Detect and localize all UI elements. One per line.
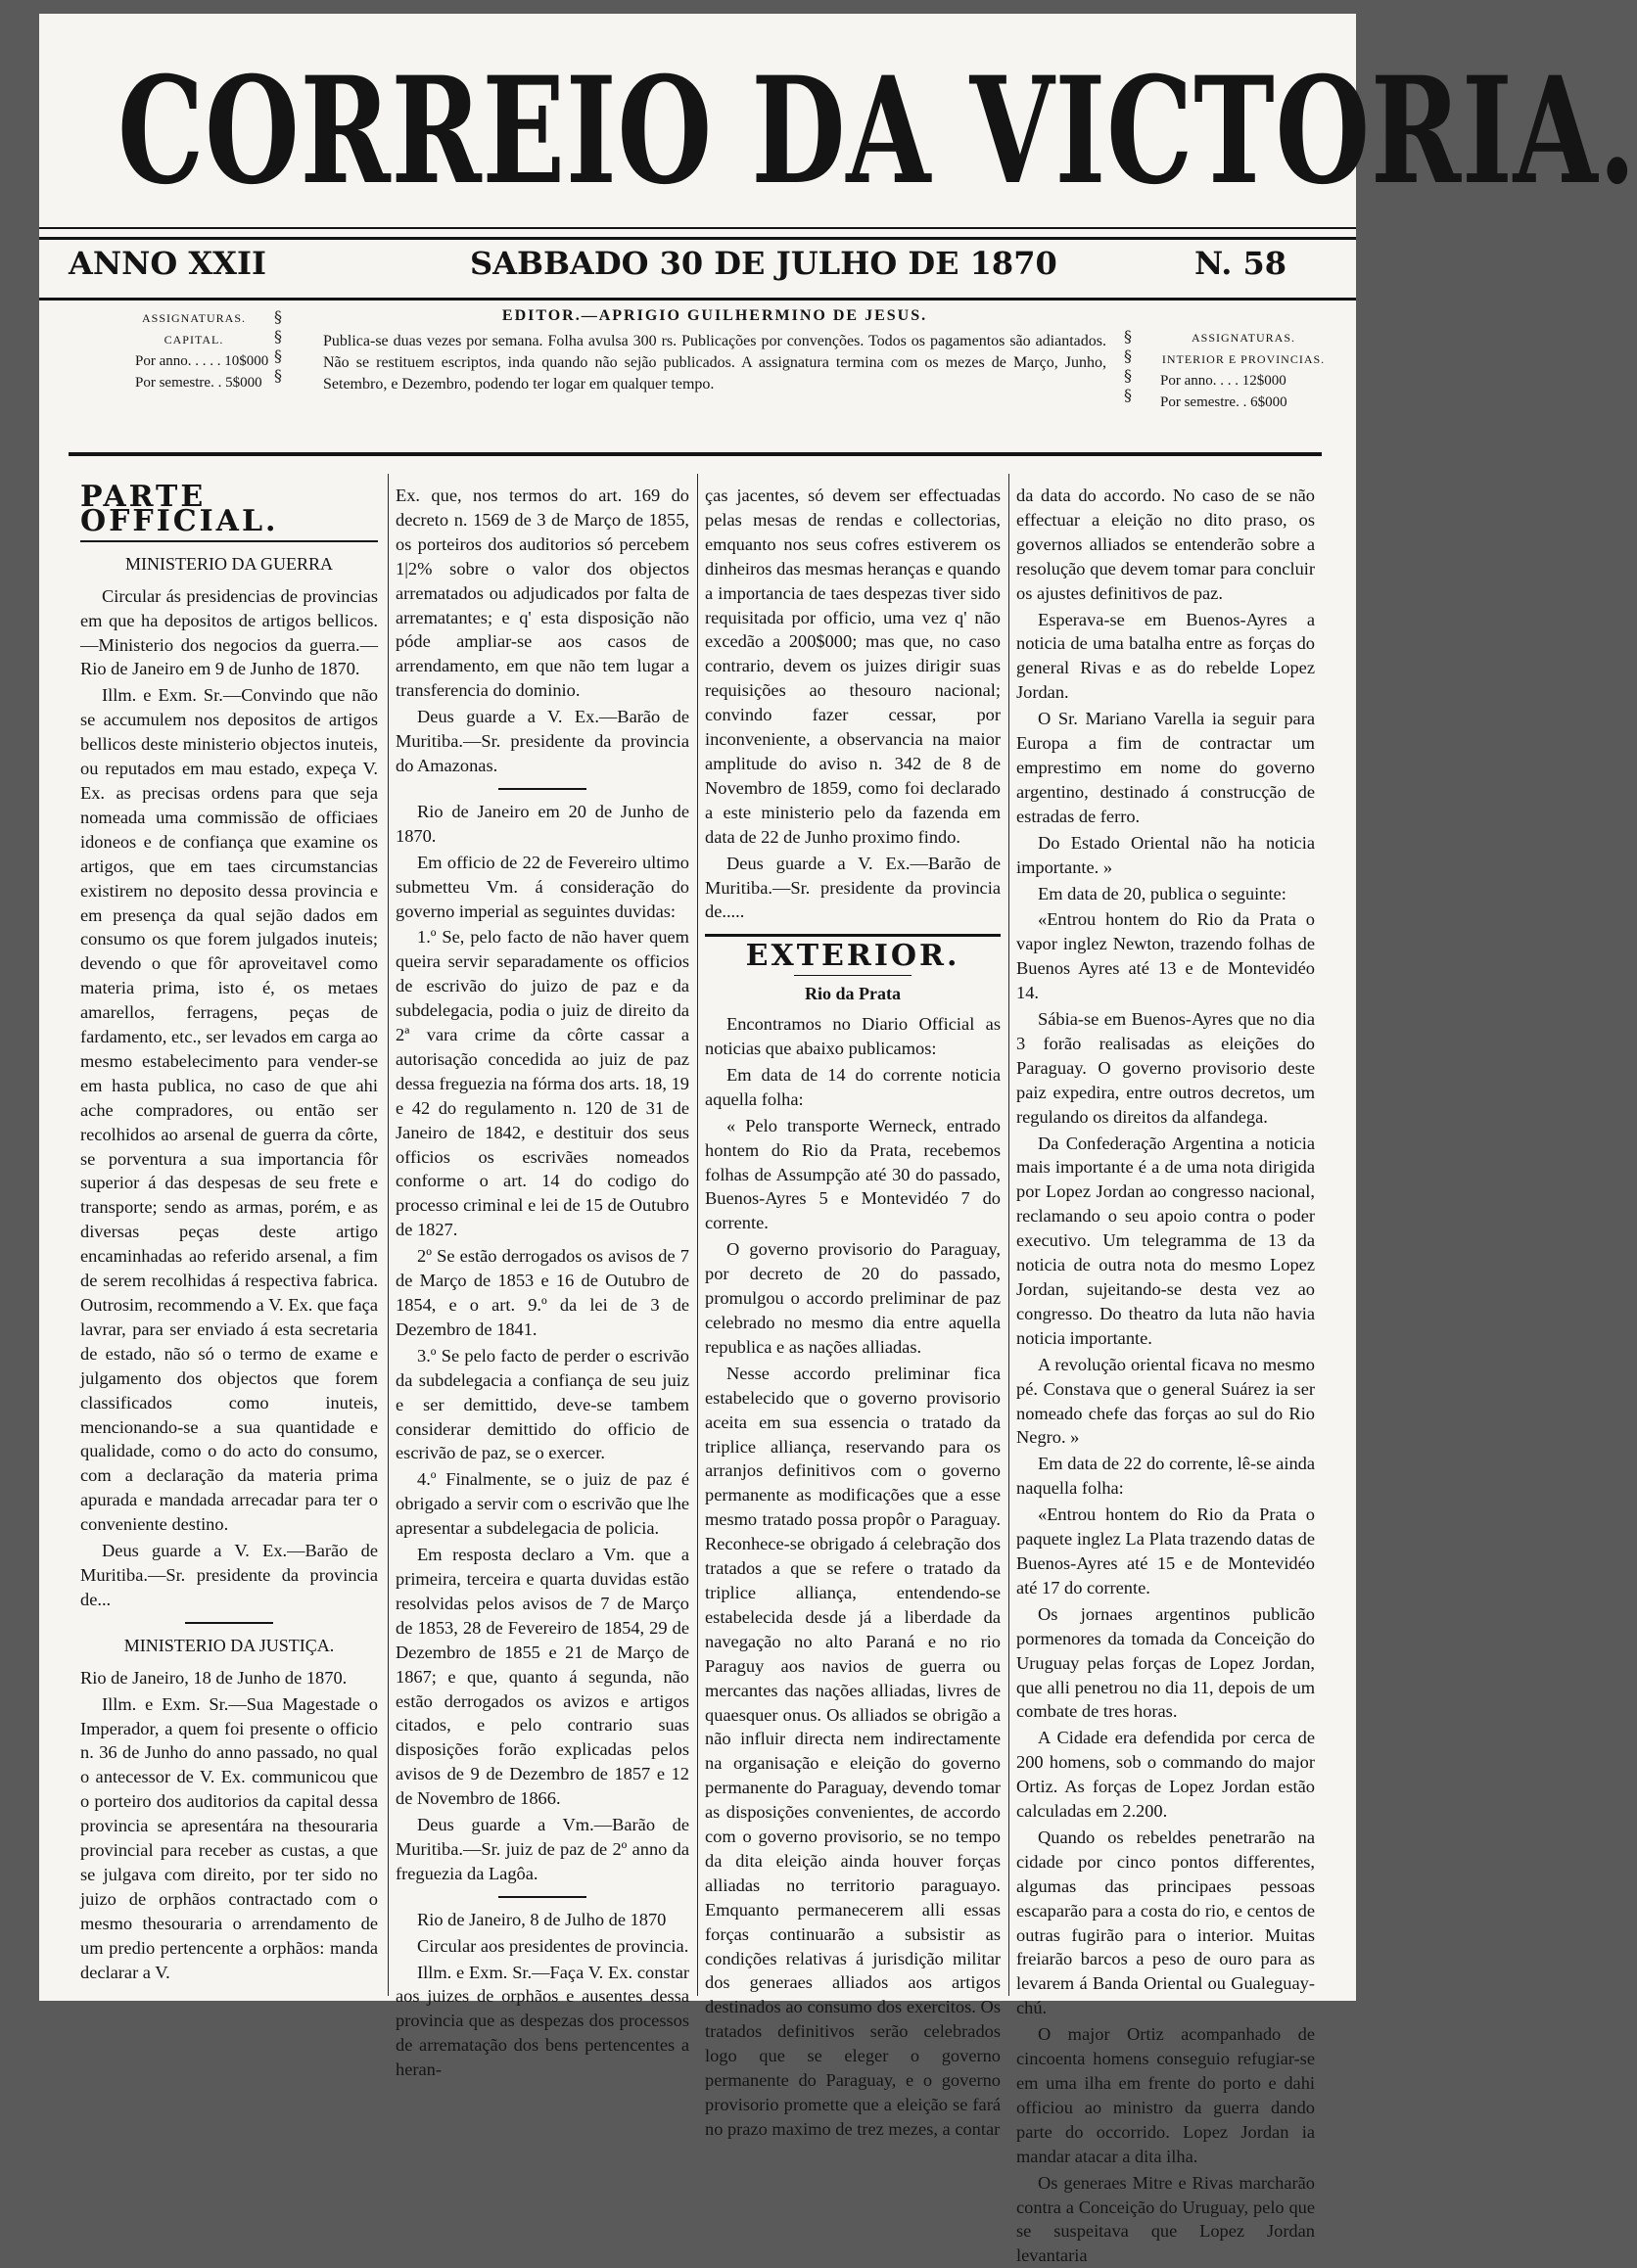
column-rule <box>388 474 389 1996</box>
paragraph: Sábia-se em Buenos-Ayres que no dia 3 forão realisadas as eleições do Paraguay. O governo provisorio deste paiz expedira, entre outros decretos, um regulando os direitos da alfandega. <box>1016 1009 1315 1127</box>
paragraph: Em officio de 22 de Fevereiro ultimo submetteu Vm. á consideração do governo imperial as seguintes duvidas: <box>396 852 689 921</box>
paragraph: Nesse accordo preliminar fica estabelecido que o governo provisorio aceita em sua essencia o tratado da triplice alliança, reservando para os arranjos definitivos com o governo permanente as modificações que a esse mesmo tratado possa propôr o Paraguay. Reconhece-se obrigado á celebração dos tratados a que se refere o tratado da triplice alliança, entendendo-se estabelecida desde já a liberdade da navegação no alto Paraná e no rio Paraguy aos navios de guerra ou mercantes das nações alliadas, livres de quaesquer onus. Os alliados se obrigão a não influir directa nem indirectamente na organisação e eleição do governo permanente do Paraguay, devendo tomar as disposições convenientes, de accordo com o governo provisorio, se no tempo da dita eleição ainda houver forças alliadas no territorio paraguayo. Emquanto permanecerem alli essas forças continuarão a subsistir as condições relativas á jurisdição militar dos generaes alliados aos artigos destinados ao consumo dos exercitos. Os tratados definitivos serão celebrados logo que se eleger o governo permanente do Paraguay, e o governo provisorio promette que a eleição se fará no prazo maximo de trez mezes, a contar <box>705 1363 1001 2139</box>
subscriptions-heading: ASSIGNATURAS. <box>1191 331 1296 345</box>
section-heading: EXTERIOR. <box>745 939 960 974</box>
paragraph: Em resposta declaro a Vm. que a primeira, terceira e quarta duvidas estão resolvidas pelos avisos de 7 de Março de 1853, 28 de Fevereiro de 1854, 29 de Dezembro de 1855 e 21 de Março de 1867; e que, quanto á segunda, não estão derrogados os avizos e artigos citados, e pelo contrario suas disposições forão explicadas pelos avisos de 9 de Dezembro de 1857 e 12 de Novembro de 1866. <box>396 1545 689 1809</box>
paragraph: Esperava-se em Buenos-Ayres a noticia de uma batalha entre as forças do general Rivas e as do rebelde Lopez Jordan. <box>1016 609 1315 703</box>
subscriptions-capital <box>96 307 292 393</box>
paragraph: O governo provisorio do Paraguay, por decreto de 20 do passado, promulgou o accordo preliminar de paz celebrado no mesmo dia entre aquella republica e as nações alliadas. <box>705 1239 1001 1357</box>
sub-heading: Rio da Prata <box>805 984 901 1004</box>
paragraph: «Entrou hontem do Rio da Prata o paquete inglez La Plata trazendo datas de Buenos-Ayres até 15 e de Montevidéo até 17 do corrente. <box>1016 1504 1315 1597</box>
paragraph: Circular aos presidentes de provincia. <box>417 1935 689 1956</box>
paragraph: O major Ortiz acompanhado de cincoenta homens conseguio refugiar-se em uma ilha em frente do porto e dahi officiou ao ministro da guerra dando parte do occorrido. Lopez Jordan ia mandar atacar a dita ilha. <box>1016 2024 1315 2166</box>
paragraph: Em data de 22 do corrente, lê-se ainda naquella folha: <box>1016 1454 1315 1499</box>
anno: ANNO XXII <box>69 245 266 282</box>
column-1 <box>80 480 378 1991</box>
paragraph: Encontramos no Diario Official as noticias que abaixo publicamos: <box>705 1014 1001 1059</box>
column-4 <box>1016 484 1315 2266</box>
price-line: Por semestre. . 5$000 <box>135 375 262 391</box>
ministry-heading: MINISTERIO DA JUSTIÇA. <box>123 1635 335 1655</box>
masthead-title: CORREIO DA VICTORIA. <box>117 45 1637 217</box>
paragraph: A revolução oriental ficava no mesmo pé. Constava que o general Suárez ia ser nomeado chefe das forças ao sul do Rio Negro. » <box>1016 1354 1315 1448</box>
separator <box>498 1896 586 1898</box>
paragraph: Os jornaes argentinos publicão pormenores da tomada da Conceição do Uruguay pelas forças de Lopez Jordan, que alli penetrou no dia 11, depois de um combate de tres horas. <box>1016 1603 1315 1722</box>
masthead-rule-top-thick <box>39 237 1356 240</box>
paragraph: Rio de Janeiro em 20 de Junho de 1870. <box>396 801 689 846</box>
paragraph: ças jacentes, só devem ser effectuadas pelas mesas de rendas e collectorias, emquanto nos seus cofres estiverem os dinheiros das mesmas heranças e quando a importancia de taes despezas tiver sido requisitada por officio, uma vez q' não excedão a 200$000; mas que, no caso contrario, devem os juizes dirigir suas requisições ao thesouro nacional; convindo fazer cessar, por inconveniente, a observancia na maior amplitude do aviso n. 342 de 8 de Novembro de 1859, como foi declarado a este ministerio pelo da fazenda em data de 22 de Junho proximo findo. <box>705 486 1001 847</box>
newspaper-page <box>39 14 1637 2266</box>
paragraph: 1.º Se, pelo facto de não haver quem queira servir separadamente os officios de escrivão do juizo de paz e da subdelegacia, podia o juiz de direito da 2ª vara crime da côrte cassar a autorisação concedida ao juiz de paz dessa freguezia na fórma dos arts. 18, 19 e 42 do regulamento n. 120 de 31 de Janeiro de 1842, e destituir dos seus officios os escrivães nomeados conforme o art. 14 do codigo do processo criminal e lei de 15 de Outubro de 1827. <box>396 927 689 1240</box>
paragraph: « Pelo transporte Werneck, entrado hontem do Rio da Prata, recebemos folhas de Assumpção até 30 do passado, Buenos-Ayres 5 e Montevidéo 7 do corrente. <box>705 1115 1001 1233</box>
price-line: Por anno. . . . . 10$000 <box>135 353 269 369</box>
subscriptions-provinces <box>1141 327 1346 413</box>
paragraph: Deus guarde a V. Ex.—Barão de Muritiba.—Sr. presidente da provincia do Amazonas. <box>396 707 689 775</box>
issue-date: SABBADO 30 DE JULHO DE 1870 <box>470 245 1057 282</box>
paragraph: Em data de 14 do corrente noticia aquella folha: <box>705 1064 1001 1109</box>
paragraph: Deus guarde a V. Ex.—Barão de Muritiba.—Sr. presidente da provincia de..... <box>705 853 1001 922</box>
paragraph: A Cidade era defendida por cerca de 200 homens, sob o commando do major Ortiz. As forças de Lopez Jordan estão calculadas em 2.200. <box>1016 1728 1315 1822</box>
paragraph: Ex. que, nos termos do art. 169 do decreto n. 1569 de 3 de Março de 1855, os porteiros dos auditorios só percebem 1|2% sobre o valor dos objectos arrematados ou adjudicados por falta de arrematantes; e q' esta disposição não póde ampliar-se aos casos de arrendamento, em que não tem lugar a transferencia do dominio. <box>396 486 689 701</box>
paragraph: 3.º Se pelo facto de perder o escrivão da subdelegacia a confiança de seu juiz e ser demittido, deve-se tambem considerar demittido do officio de escrivão de paz, se o exercer. <box>396 1345 689 1463</box>
subscriptions-sub: CAPITAL. <box>164 333 224 347</box>
paragraph: 4.º Finalmente, se o juiz de paz é obrigado a servir com o escrivão que lhe apresentar a subdelegacia de policia. <box>396 1469 689 1539</box>
paragraph: Illm. e Exm. Sr.—Faça V. Ex. constar aos juizes de orphãos e ausentes dessa provincia que as despezas dos processos de arrematação dos bens pertencentes a heran- <box>396 1962 689 2080</box>
separator <box>498 788 586 790</box>
ornament-right: § § § § <box>1124 327 1132 404</box>
price-line: Por anno. . . . 12$000 <box>1160 373 1286 389</box>
subscriptions-heading: ASSIGNATURAS. <box>141 311 247 325</box>
ministry-heading: MINISTERIO DA GUERRA <box>124 553 333 574</box>
paragraph: Deus guarde a Vm.—Barão de Muritiba.—Sr. juiz de paz de 2º anno da freguezia da Lagôa. <box>396 1815 689 1883</box>
paragraph: O Sr. Mariano Varella ia seguir para Europa a fim de contractar um emprestimo em nome do governo argentino, destinado á construcção de estradas de ferro. <box>1016 709 1315 826</box>
column-2 <box>396 484 689 2080</box>
masthead-rule-top <box>39 227 1356 229</box>
paragraph: «Entrou hontem do Rio da Prata o vapor inglez Newton, trazendo folhas de Buenos Ayres até 13 e de Montevidéo 14. <box>1016 909 1315 1003</box>
price-line: Por semestre. . 6$000 <box>1160 394 1287 410</box>
column-rule <box>697 474 698 1996</box>
paragraph: Quando os rebeldes penetrarão na cidade por cinco pontos differentes, algumas das principaes pessoas escaparão para a costa do rio, e centos de outras fugirão para o interior. Muitas freiarão barcos a peso de ouro para as levarem á Banda Oriental ou Gualeguay-chú. <box>1016 1827 1315 2018</box>
ornament-left: § § § § <box>274 307 282 385</box>
header-bottom-rule <box>69 452 1322 456</box>
subscriptions-sub: INTERIOR E PROVINCIAS. <box>1161 352 1326 366</box>
column-rule <box>1008 474 1009 1996</box>
paragraph: Circular ás presidencias de provincias em que ha depositos de artigos bellicos. —Ministerio dos negocios da guerra.—Rio de Janeiro em 9 de Junho de 1870. <box>80 585 378 679</box>
section-heading: PARTE OFFICIAL. <box>80 480 279 538</box>
editor-line: EDITOR.—APRIGIO GUILHERMINO DE JESUS. <box>501 307 928 324</box>
paragraph: Da Confederação Argentina a noticia mais importante é a de uma nota dirigida por Lopez Jordan ao congresso nacional, reclamando o seu apoio contra o poder executivo. Um telegramma de 13 da noticia de outra nota do mesmo Lopez Jordan, sujeitando-se desta vez ao congresso. Do theatro da luta não havia noticia importante. <box>1016 1133 1315 1348</box>
publication-notice: Publica-se duas vezes por semana. Folha avulsa 300 rs. Publicações por convenções. Todos os pagamentos são adiantados. Não se restituem escriptos, inda quando não sejão publicados. A assignatura termina com os mezes de Março, Junho, Setembro, e Dezembro, podendo ter logar em qualquer tempo. <box>323 333 1106 393</box>
dateline <box>39 245 1356 284</box>
paragraph: da data do accordo. No caso de se não effectuar a eleição no dito praso, os governos alliados se entenderão sobre a resolução que devem tomar para concluir os ajustes definitivos de paz. <box>1016 486 1315 603</box>
paragraph: Em data de 20, publica o seguinte: <box>1038 883 1286 903</box>
paragraph: Os generaes Mitre e Rivas marcharão contra a Conceição do Uruguay, pelo que se suspeitava que Lopez Jordan levantaria <box>1016 2172 1315 2266</box>
paragraph: Rio de Janeiro, 8 de Julho de 1870 <box>417 1909 667 1929</box>
issue-number: N. 58 <box>1194 245 1287 282</box>
editor-notice <box>323 305 1106 395</box>
paragraph: Illm. e Exm. Sr.—Sua Magestade o Imperador, a quem foi presente o officio n. 36 de Junho do anno passado, no qual o antecessor de V. Ex. communicou que o porteiro dos auditorios da capital dessa provincia se apresentára na thesouraria provincial para receber as custas, a que se julgava com direito, por ter sido no juizo de orphãos contractado com o mesmo thesouraria o arrendamento de um predio pertencente a orphãos: manda declarar a V. <box>80 1693 378 1982</box>
section-rule <box>80 540 378 542</box>
paragraph: Do Estado Oriental não ha noticia importante. » <box>1016 832 1315 877</box>
dateline-rule <box>39 298 1356 301</box>
section-rule <box>794 975 912 976</box>
paragraph: Illm. e Exm. Sr.—Convindo que não se accumulem nos depositos de artigos bellicos deste ministerio objectos inuteis, ou reputados em mau estado, expeça V. Ex. as precisas ordens para que seja nomeada uma commissão de officiaes idoneos e de confiança que examine os artigos, que em taes circumstancias existirem no deposito dessa provincia e em presença da qual sejão dados em consumo os que forem julgados inuteis; devendo o que fôr aproveitavel como materia prima, isto é, os metaes amarellos, ferragens, peças de fardamento, etc., ser levados em carga ao mesmo estabelecimento para vender-se em hasta publica, no caso de que ahi ache compradores, ou então ser recolhidos ao arsenal de guerra da côrte, se porventura a sua importancia fôr superior á das despesas de seu frete e transporte; sendo as armas, porém, e as diversas peças deste artigo encaminhadas ao referido arsenal, a fim de serem recolhidas á respectiva fabrica. Outrosim, recommendo a V. Ex. que faça lavrar, para ser enviado á esta secretaria de estado, não só o termo de exame e julgamento dos objectos que forem classificados como inuteis, mencionando-se a sua quantidade e qualidade, como o do acto do consumo, com a declaração da materia prima apurada e mandada arrecadar para ter o conveniente destino. <box>80 685 378 1535</box>
separator <box>185 1622 273 1624</box>
paragraph: 2º Se estão derrogados os avisos de 7 de Março de 1853 e 16 de Outubro de 1854, e o art. 9.º da lei de 3 de Dezembro de 1841. <box>396 1246 689 1339</box>
paragraph: Rio de Janeiro, 18 de Junho de 1870. <box>80 1667 348 1688</box>
section-rule <box>705 934 1001 937</box>
paragraph: Deus guarde a V. Ex.—Barão de Muritiba.—Sr. presidente da provincia de... <box>80 1541 378 1609</box>
column-3 <box>705 484 1001 2139</box>
